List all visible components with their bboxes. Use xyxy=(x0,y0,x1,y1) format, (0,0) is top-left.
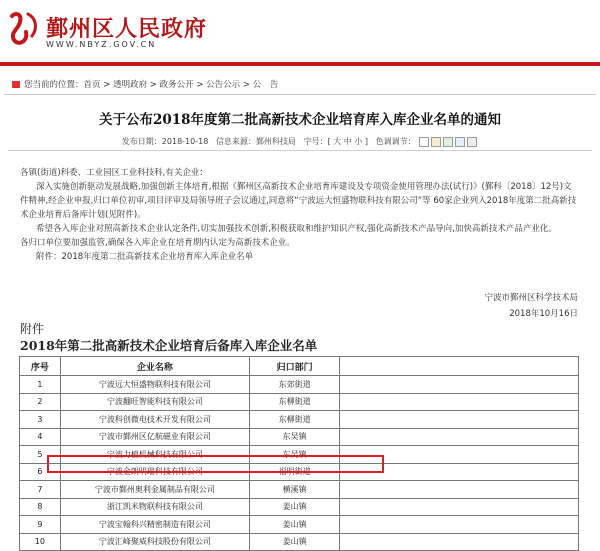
cell-dept: 东柳街道 xyxy=(250,411,340,429)
cell-index: 3 xyxy=(20,411,61,429)
site-title[interactable]: 鄞州区人民政府 xyxy=(46,16,208,42)
breadcrumb-separator: > xyxy=(147,80,160,90)
color-swatch-gray[interactable] xyxy=(467,137,477,147)
breadcrumb-separator: > xyxy=(193,80,207,90)
cell-dept: 东郊街道 xyxy=(250,376,340,394)
cell-name: 宁波市鄞州奥利金属制品有限公司 xyxy=(60,481,249,499)
attachment-title: 2018年第二批高新技术企业培育后备库入库企业名单 xyxy=(20,338,318,353)
cell-name: 宁波科创微电技术开发有限公司 xyxy=(60,411,249,429)
table-row xyxy=(20,428,579,446)
cell-index: 10 xyxy=(20,533,61,551)
breadcrumb-announcements[interactable]: 公告公示 xyxy=(206,80,241,90)
breadcrumb-home[interactable]: 首页 xyxy=(83,80,101,90)
cell-name: 宁波金朗明瑞科技有限公司 xyxy=(60,463,249,481)
table-row xyxy=(20,393,579,411)
attachment-label: 附件 xyxy=(20,322,45,336)
font-small-button[interactable]: 小 xyxy=(354,137,363,146)
cell-empty xyxy=(340,533,579,551)
cell-index: 8 xyxy=(20,498,61,516)
cell-empty xyxy=(340,481,579,499)
cell-index: 1 xyxy=(20,376,61,394)
color-swatch-white[interactable] xyxy=(419,137,429,147)
col-header-name: 企业名称 xyxy=(60,357,249,376)
fontsize-end: ] xyxy=(364,137,369,146)
paragraph-main: 深入实施创新驱动发展战略,加强创新主体培育,根据《鄞州区高新技术企业培育库建设及专项资金使用管理办法(试行)》(鄞科〔2018〕12号)文件精神,经企业申报,归口单位初审,项目评审及局领导班子会议通过,同意将“宁波远大恒盛物联科技有限公司”等 60家企业列入2018年度第二批高新技术企业培育后备库计划(见附件)。 xyxy=(20,182,577,220)
table-row xyxy=(20,481,579,499)
font-large-button[interactable]: 大 xyxy=(333,137,342,146)
location-icon xyxy=(12,81,20,88)
color-label: 色调调节： xyxy=(375,137,416,146)
source-label: 信息来源： xyxy=(215,137,256,146)
cell-name: 浙江凯米物联科技有限公司 xyxy=(60,498,249,516)
paragraph-hope: 希望各入库企业对照高新技术企业认定条件,切实加强技术创新,积极获取和维护知识产权,强化高新技术产品导向,加快高新技术产品产业化。 xyxy=(36,224,557,234)
color-swatch-cream[interactable] xyxy=(431,137,441,147)
signature-org: 宁波市鄞州区科学技术局 xyxy=(484,293,578,303)
cell-dept: 东吴镇 xyxy=(250,428,340,446)
meta-divider xyxy=(8,150,592,151)
table-row xyxy=(20,411,579,429)
cell-dept: 姜山镇 xyxy=(250,533,340,551)
cell-dept: 东柳街道 xyxy=(250,393,340,411)
fontsize-label: 字号：[ xyxy=(303,137,331,146)
cell-name: 宁波翻旺智能科技有限公司 xyxy=(60,393,249,411)
cell-index: 9 xyxy=(20,516,61,534)
cell-index: 6 xyxy=(20,463,61,481)
gov-logo-icon[interactable] xyxy=(6,10,42,46)
cell-index: 7 xyxy=(20,481,61,499)
cell-name: 宁波力植机械科技有限公司 xyxy=(60,446,249,464)
salutation: 各镇(街道)科委、工业园区工业科技科,有关企业： xyxy=(20,168,208,178)
cell-dept: 福明街道 xyxy=(250,463,340,481)
cell-name: 宁波汇峰聚威科技股份有限公司 xyxy=(60,533,249,551)
breadcrumb-separator: > xyxy=(100,80,114,90)
breadcrumb-current: 公 告 xyxy=(252,80,279,90)
col-header-empty xyxy=(340,357,579,376)
article-body xyxy=(20,166,580,264)
table-row xyxy=(20,533,579,551)
breadcrumb xyxy=(12,78,278,90)
color-swatch-blue[interactable] xyxy=(455,137,465,147)
highlight-box xyxy=(47,455,384,473)
table-row xyxy=(20,498,579,516)
cell-index: 4 xyxy=(20,428,61,446)
breadcrumb-gov-affairs[interactable]: 政务公开 xyxy=(159,80,194,90)
source-value: 鄞州科技局 xyxy=(255,137,296,146)
enterprise-table xyxy=(19,356,579,551)
signature xyxy=(484,290,578,322)
cell-dept: 横溪镇 xyxy=(250,481,340,499)
font-medium-button[interactable]: 中 xyxy=(343,137,352,146)
cell-dept: 姜山镇 xyxy=(250,498,340,516)
cell-empty xyxy=(340,498,579,516)
breadcrumb-separator: > xyxy=(240,80,253,90)
cell-index: 5 xyxy=(20,446,61,464)
cell-name: 宁波市鄞州区亿航磁业有限公司 xyxy=(60,428,249,446)
color-swatch-green[interactable] xyxy=(443,137,453,147)
cell-empty xyxy=(340,376,579,394)
cell-name: 宁波远大恒盛物联科技有限公司 xyxy=(60,376,249,394)
breadcrumb-divider xyxy=(4,94,596,95)
article-meta xyxy=(0,136,600,147)
site-url: WWW.NBYZ.GOV.CN xyxy=(46,40,157,49)
cell-index: 2 xyxy=(20,393,61,411)
cell-name: 宁波宝翰科兴精密制造有限公司 xyxy=(60,516,249,534)
cell-dept: 东吴镇 xyxy=(250,446,340,464)
cell-empty xyxy=(340,393,579,411)
breadcrumb-transparent-gov[interactable]: 透明政府 xyxy=(113,80,148,90)
attachment-note: 附件：2018年度第二批高新技术企业培育库入库企业名单 xyxy=(36,252,254,262)
cell-empty xyxy=(340,428,579,446)
table-row xyxy=(20,376,579,394)
publish-label: 发布日期： xyxy=(121,137,162,146)
breadcrumb-prefix: 您当前的位置： xyxy=(24,80,84,90)
cell-empty xyxy=(340,516,579,534)
signature-date: 2018年10月16日 xyxy=(509,309,578,319)
table-row xyxy=(20,516,579,534)
paragraph-supervise: 各归口单位要加强监管,确保各入库企业在培育期内认定为高新技术企业。 xyxy=(20,238,295,248)
col-header-index: 序号 xyxy=(20,357,61,376)
cell-dept: 姜山镇 xyxy=(250,516,340,534)
cell-empty xyxy=(340,411,579,429)
article-title: 关于公布2018年度第二批高新技术企业培育库入库企业名单的通知 xyxy=(98,112,502,128)
header-divider xyxy=(0,62,600,66)
col-header-dept: 归口部门 xyxy=(250,357,340,376)
table-header-row xyxy=(20,357,579,376)
site-header xyxy=(0,0,600,62)
publish-date: 2018-10-18 xyxy=(161,137,209,146)
